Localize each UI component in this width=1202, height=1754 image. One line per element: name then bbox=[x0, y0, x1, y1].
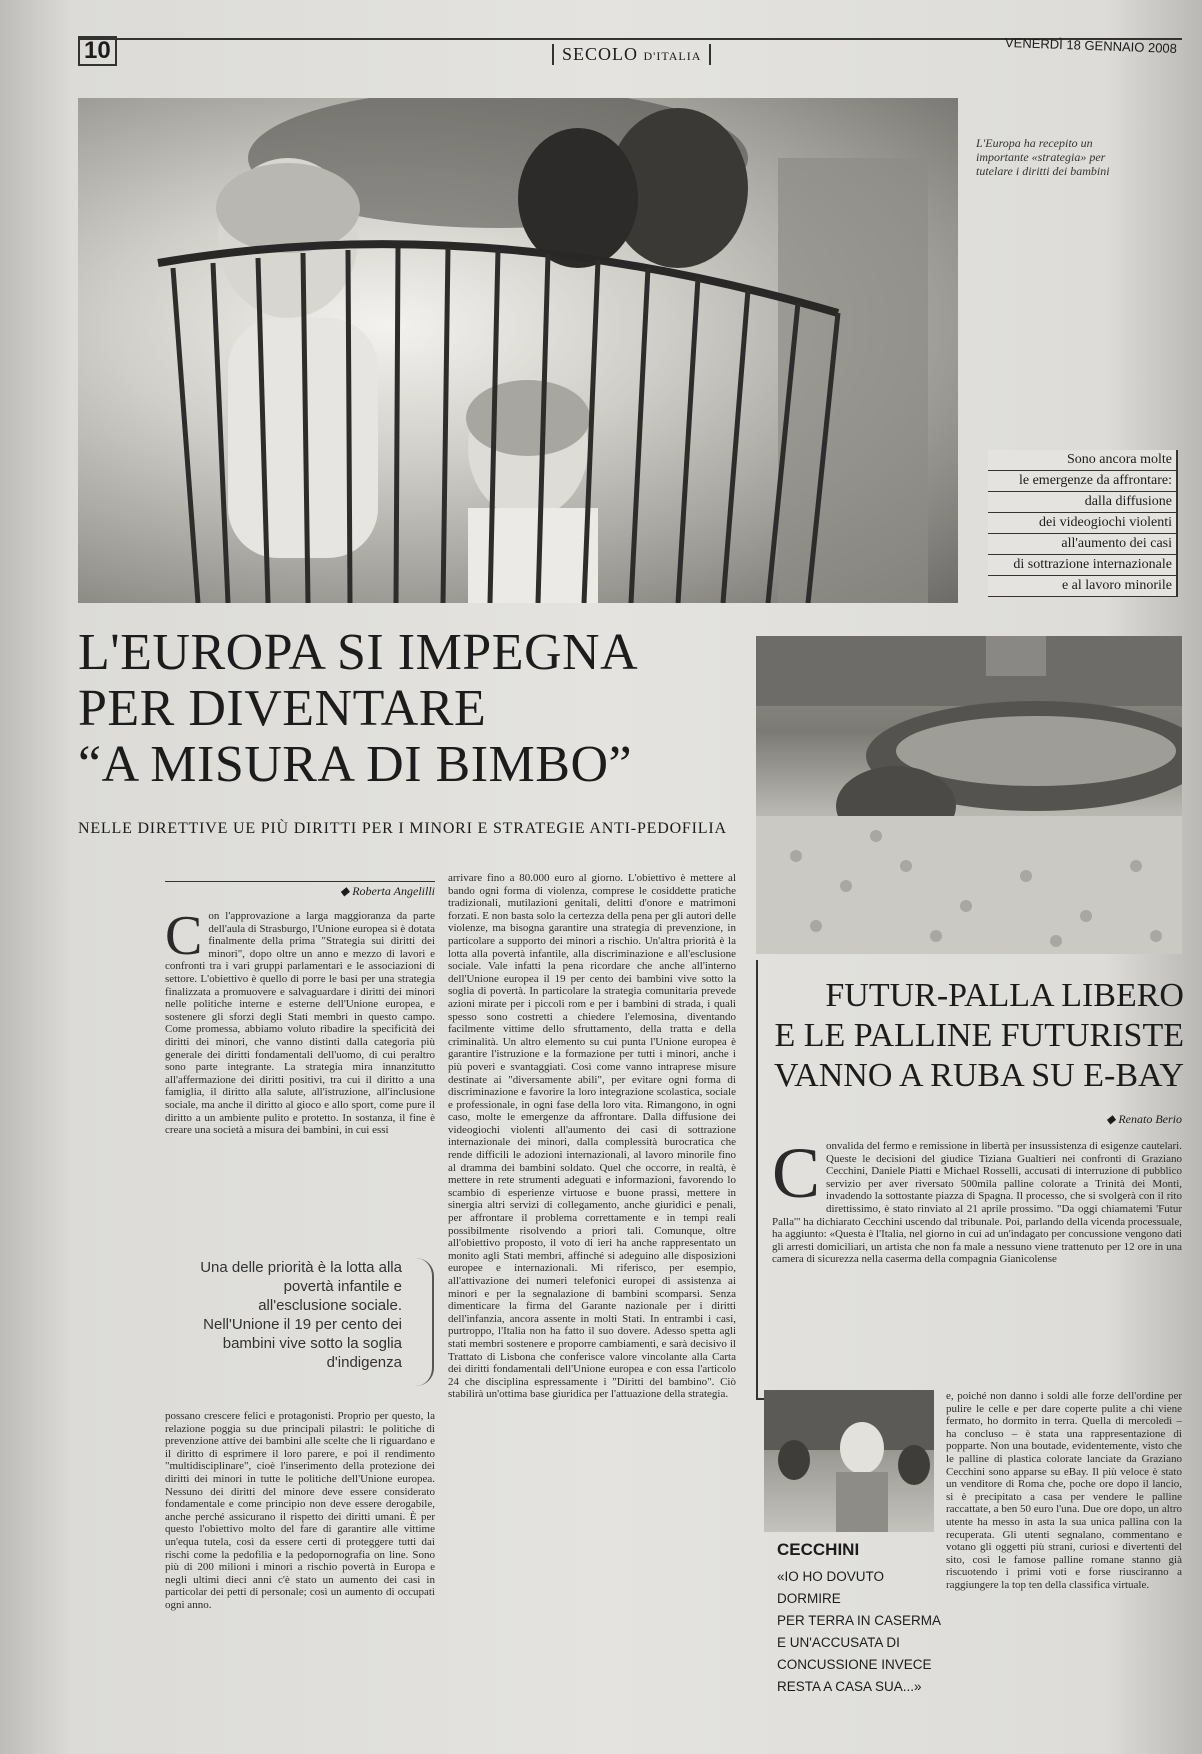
masthead-suffix: D'ITALIA bbox=[643, 49, 702, 63]
article-text: arrivare fino a 80.000 euro al giorno. L'obiettivo è mettere al bando ogni forma di violenza, comprese le cosiddette pratiche tradizionali, mutilazioni genitali, delitti d'onore e matrimoni forzati. E non basta solo la certezza della pena per gli autori delle violenze, ma bisogna garantire una strategia di prevenzione, in particolare a supporto dei minori a rischio. Un'altra priorità è la lotta alla povertà infantile, alla discriminazione e all'esclusione sociale. Vale infatti la pena ricordare che anche all'interno dell'Unione europea il 19 per cento dei bambini vive sotto la soglia di povertà. In particolare la strategia comunitaria prevede azioni mirate per i piccoli rom e per i bambini di strada, i quali spesso sono costretti a chiedere l'elemosina, diventando facilmente vittime dello sfruttamento, della tratta e della criminalità. Un altro elemento su cui punta l'Unione europea è garantire l'istruzione e la formazione per tutti i minori, anche i più poveri e svantaggiati. Così come vanno intraprese misure destinate ai "diversamente abili", per evitare ogni forma di discriminazione e favorire la loro integrazione scolastica, sociale e professionale, in ogni fase della loro vita. Rimangono, in ogni caso, molte le emergenze da affrontare. Dalla diffusione dei videogiochi violenti all'aumento dei casi di sottrazione internazionale dei minori, dalla complessità burocratica che rende difficili le adozioni internazionali, al lavoro minorile fino al dramma dei bambini soldato. Quel che occorre, in realtà, è mettere in rete strumenti adeguati e informazioni, favorendo lo scambio di esperienze virtuose e buone prassi, mettere in sinergia altri servizi di collegamento, anche giuridici e penali, per affrontare il problema correttamente e in tempi reali possibilmente risolvendo a priori tali. Comunque, oltre all'obiettivo proposto, il voto di ieri ha anche rappresentato un monito agli Stati membri, affinché si adeguino alle disposizioni europee e internazionali. Mi riferisco, per esempio, all'attivazione dei numeri telefonici europei di assistenza ai minori e per la segnalazione di bambini scomparsi. Senza dimenticare la firma del Garante nazionale per i diritti dell'infanzia, ancora assente in molti Stati. In entrambi i casi, purtroppo, l'Italia non ha fatto il suo dovere. Adesso spetta agli stati membri sostenere e proporre cambiamenti, e sarà decisivo il Trattato di Lisbona che conferisce valore vincolante alla Carta dei diritti fondamentali dell'Unione europea e con essa l'articolo 24 che disciplina espressamente i "Diritti del bambino". Ciò stabilirà un'ottima base giuridica per l'attuazione della strategia. bbox=[448, 872, 736, 1401]
article-text: e, poiché non danno i soldi alle forze dell'ordine per pulire le celle e per dare coperte pulite a chi viene fermato, ho dormito in terra. Quella di mercoledì – ha concluso – è stata una rappresentazione di popparte. Non una boutade, evidentemente, visto che le palline di plastica colorate lanciate da Graziano Cecchini sono apparse su eBay. Il più veloce è stato un venditore di Roma che, poche ore dopo il lancio, si è precipitato a casa per vendere le palline raccattate, a ben 50 euro l'una. Due ore dopo, un altro utente ha messo in asta la sua unica pallina con la recuperata. Gli utenti segnalano, commentano e votano gli oggetti più strani, curiosi e divertenti del sito, così le famose palline romane stanno già riscuotendo i primi voti e forse riusciranno a raggiungere la top ten della classifica virtuale. bbox=[946, 1390, 1182, 1591]
pull-box-line: di sottrazione internazionale bbox=[988, 555, 1178, 576]
byline: ◆ Roberta Angelilli bbox=[165, 881, 435, 899]
cecchini-photo bbox=[764, 1390, 934, 1532]
dateline: VENERDÌ 18 GENNAIO 2008 bbox=[1004, 35, 1178, 56]
piazza-di-spagna-photo bbox=[756, 636, 1182, 954]
pull-box-line: dei videogiochi violenti bbox=[988, 513, 1178, 534]
article2-column-bottom bbox=[946, 1390, 1182, 1690]
pull-box-line: Sono ancora molte bbox=[988, 450, 1178, 471]
headline-line: FUTUR-PALLA LIBERO bbox=[825, 977, 1184, 1014]
pull-quote: Una delle priorità è la lotta alla povertà infantile e all'esclusione sociale. Nell'Unione il 19 per cento dei bambini vive sotto la soglia d'indigenza bbox=[200, 1259, 402, 1371]
article-column-1 bbox=[165, 910, 435, 1170]
article-text: possano crescere felici e protagonisti. Proprio per questo, la relazione poggia su due principali pilastri: le politiche di prevenzione attive dei bambini alle scelte che li riguardano e il diritto di esprimere il loro parere, e poi il rendimento "multidisciplinare", cioè l'inserimento della protezione dei diritti dei minori in tutte le politiche dell'Unione europea. Nessuno dei diritti del minore deve essere considerato fondamentale e come principio non deve essere derogabile, anche perché assicurano il rispetto dei diritti umani. È per questo l'obiettivo molto del fare di garantire alle vittime un'equa tutela, così da essere certi di proteggere tutti dai rischi come la pedofilia e la pedopornografia on line. Sono più di 200 milioni i minori a rischio povertà in Europa e negli ultimi dieci anni c'è stato un aumento dei casi in particolar dei petti di personale; così un aumento di occupati ogni anno. bbox=[165, 1410, 435, 1611]
article-column-2 bbox=[448, 872, 736, 1687]
quote-bracket bbox=[408, 1258, 434, 1386]
sidebar-title: CECCHINI bbox=[777, 1540, 860, 1559]
masthead bbox=[552, 44, 711, 65]
article2-byline: ◆ Renato Berio bbox=[1106, 1112, 1182, 1126]
masthead-title: SECOLO bbox=[562, 44, 639, 64]
article2-column-top bbox=[772, 1140, 1182, 1385]
headline-line: PER DIVENTARE bbox=[78, 680, 487, 737]
pull-box-line: le emergenze da affrontare: bbox=[988, 471, 1178, 492]
sidebar-line: RESTA A CASA SUA...» bbox=[777, 1679, 922, 1694]
pull-box-line: all'aumento dei casi bbox=[988, 534, 1178, 555]
main-headline bbox=[78, 625, 738, 793]
dropcap: C bbox=[165, 910, 203, 967]
main-photo-caption: L'Europa ha recepito un importante «strategia» per tutelare i diritti dei bambini bbox=[976, 136, 1110, 178]
article2-headline bbox=[764, 976, 1184, 1096]
subheadline: NELLE DIRETTIVE UE PIÙ DIRITTI PER I MINORI E STRATEGIE ANTI-PEDOFILIA bbox=[78, 820, 727, 837]
sidebar-line: «IO HO DOVUTO DORMIRE bbox=[777, 1569, 885, 1606]
dropcap: C bbox=[772, 1140, 821, 1213]
article-text: onvalida del fermo e remissione in libertà per insussistenza di esigenze cautelari. Queste le decisioni del giudice Tiziana Gualtieri nei confronti di Graziano Cecchini, Daniele Piatti e Michael Rosselli, accusati di interruzione di pubblico servizio per aver riversato 500mila palline colorate a Trinità dei Monti, invadendo la sottostante piazza di Spagna. Il processo, che si svolgerà con il rito direttissimo, è stato rinviato al 21 aprile prossimo. "Da oggi chiamatemi 'Futur Palla'" ha dichiarato Cecchini uscendo dal tribunale. Poi, parlando della vicenda processuale, ha aggiunto: «Questa è l'Italia, nel giorno in cui ad un'indagato per concussione vengono dati gli arresti domiciliari, un artista che non fa male a nessuno viene trattenuto per 12 ore in una camera di sicurezza nella caserma della compagnia Gianicolense bbox=[772, 1140, 1182, 1266]
headline-line: E LE PALLINE FUTURISTE bbox=[774, 1017, 1184, 1054]
headline-line: “A MISURA DI BIMBO” bbox=[78, 736, 633, 793]
main-photo-children-railing bbox=[78, 98, 958, 603]
page-number: 10 bbox=[78, 36, 117, 66]
pull-box bbox=[988, 450, 1178, 597]
pull-box-line: e al lavoro minorile bbox=[988, 576, 1178, 597]
article2-rule bbox=[756, 960, 758, 1400]
article-column-1b bbox=[165, 1410, 435, 1690]
sidebar-line: CONCUSSIONE INVECE bbox=[777, 1657, 932, 1672]
sidebar-line: PER TERRA IN CASERMA bbox=[777, 1613, 942, 1628]
headline-line: VANNO A RUBA SU E-BAY bbox=[774, 1057, 1184, 1094]
headline-line: L'EUROPA SI IMPEGNA bbox=[78, 624, 639, 681]
pull-box-line: dalla diffusione bbox=[988, 492, 1178, 513]
article-text: on l'approvazione a larga maggioranza da parte dell'aula di Strasburgo, l'Unione europea si è dotata finalmente della prima "Strategia sui diritti dei minori", dopo oltre un anno e mezzo di lavori e confronti tra i vari gruppi parlamentari e le associazioni di settore. L'obiettivo è quello di porre le basi per una strategia finalizzata a promuovere e salvaguardare i diritti dei minori nelle politiche interne e esterne dell'Unione europea, e sostenere gli sforzi degli Stati membri in questo campo. Come promessa, abbiamo voluto ribadire la specificità dei diritti dei minori, che vanno distinti dalla categoria più generale dei diritti fondamentali dell'uomo, di cui peraltro sono parte integrante. La strategia mira innanzitutto all'affermazione dei diritti positivi, tra cui il diritto a una famiglia, il diritto alla salute, all'istruzione, all'inclusione sociale, ma anche il diritto al gioco e allo sport, come pure il diritto a un ambiente pulito e protetto. In sostanza, il fine è creare una società a misura dei bambini, in cui essi bbox=[165, 910, 435, 1137]
sidebar-line: E UN'ACCUSATA DI bbox=[777, 1635, 900, 1650]
sidebar-quote bbox=[777, 1566, 947, 1698]
